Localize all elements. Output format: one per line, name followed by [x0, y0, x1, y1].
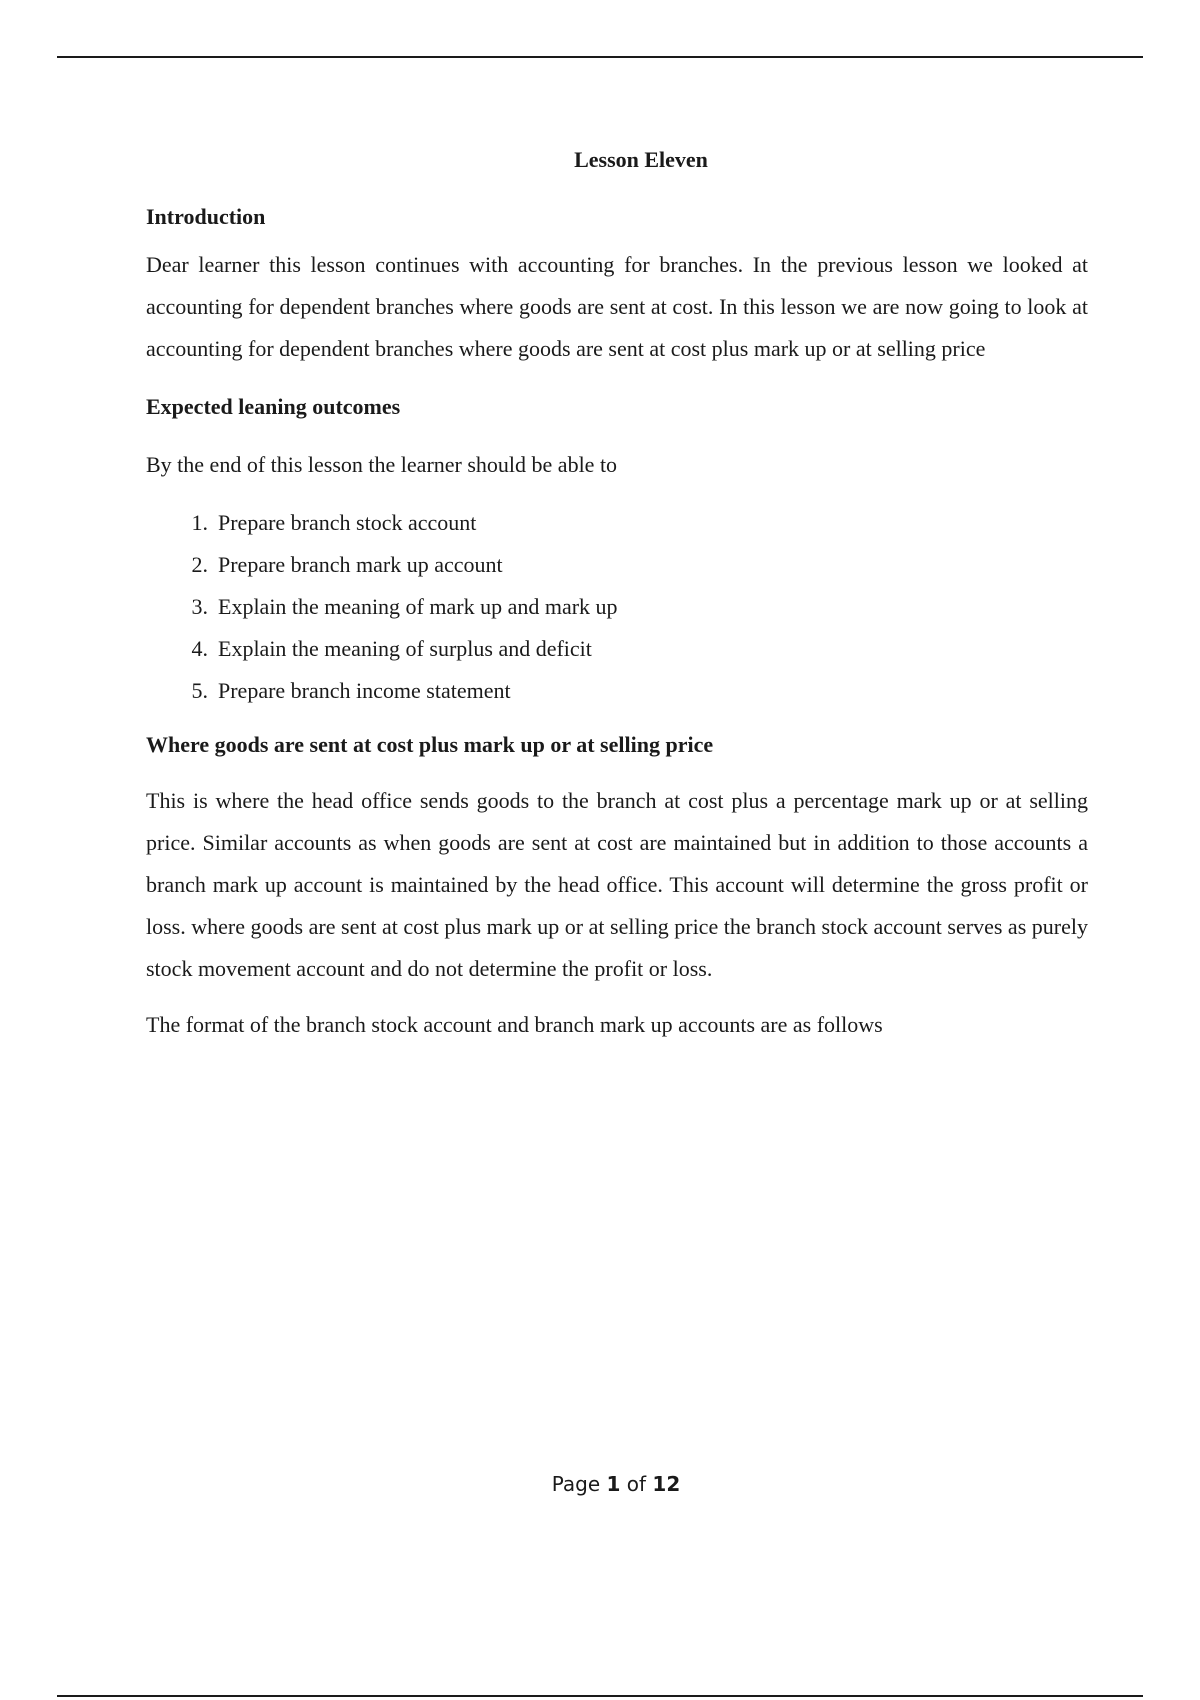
list-item	[191, 502, 1088, 544]
introduction-heading: Introduction	[146, 204, 266, 229]
list-item-number: 1.	[191, 510, 208, 535]
closing-paragraph: The format of the branch stock account and branch mark up accounts are as follows	[146, 1012, 883, 1037]
list-item-number: 2.	[191, 552, 208, 577]
outcomes-list	[146, 502, 1088, 712]
outcomes-heading: Expected leaning outcomes	[146, 394, 401, 419]
outcomes-lead: By the end of this lesson the learner should be able to	[146, 452, 618, 477]
header-rule	[57, 56, 1143, 58]
page-title: Lesson Eleven	[574, 147, 708, 172]
footer-rule	[57, 1695, 1143, 1697]
section-heading: Where goods are sent at cost plus mark up or at selling price	[146, 732, 714, 757]
list-item	[191, 586, 1088, 628]
list-item-text: Prepare branch income statement	[218, 678, 511, 703]
list-item-text: Explain the meaning of surplus and deficit	[218, 636, 592, 661]
page-total: 12	[652, 1472, 681, 1496]
list-item	[191, 670, 1088, 712]
introduction-paragraph: Dear learner this lesson continues with accounting for branches. In the previous lesson we looked at accounting for dependent branches where goods are sent at cost. In this lesson we are now going to look at accounting for dependent branches where goods are sent at cost plus mark up or at selling price	[146, 252, 1088, 361]
list-item-text: Prepare branch stock account	[218, 510, 477, 535]
list-item	[191, 544, 1088, 586]
list-item-number: 5.	[191, 678, 208, 703]
list-item	[191, 628, 1088, 670]
page-current: 1	[606, 1472, 621, 1496]
section-paragraph: This is where the head office sends goods to the branch at cost plus a percentage mark up or at selling price. Similar accounts as when goods are sent at cost are maintained but in addition to those accounts a branch mark up account is maintained by the head office. This account will determine the gross profit or loss. where goods are sent at cost plus mark up or at selling price the branch stock account serves as purely stock movement account and do not determine the profit or loss.	[146, 788, 1088, 981]
list-item-number: 4.	[191, 636, 208, 661]
page-footer	[0, 1472, 1200, 1496]
list-item-text: Prepare branch mark up account	[218, 552, 503, 577]
page-label: Page	[551, 1472, 601, 1496]
list-item-number: 3.	[191, 594, 208, 619]
document-body	[146, 140, 1088, 1040]
list-item-text: Explain the meaning of mark up and mark up	[218, 594, 618, 619]
of-label: of	[626, 1472, 647, 1496]
